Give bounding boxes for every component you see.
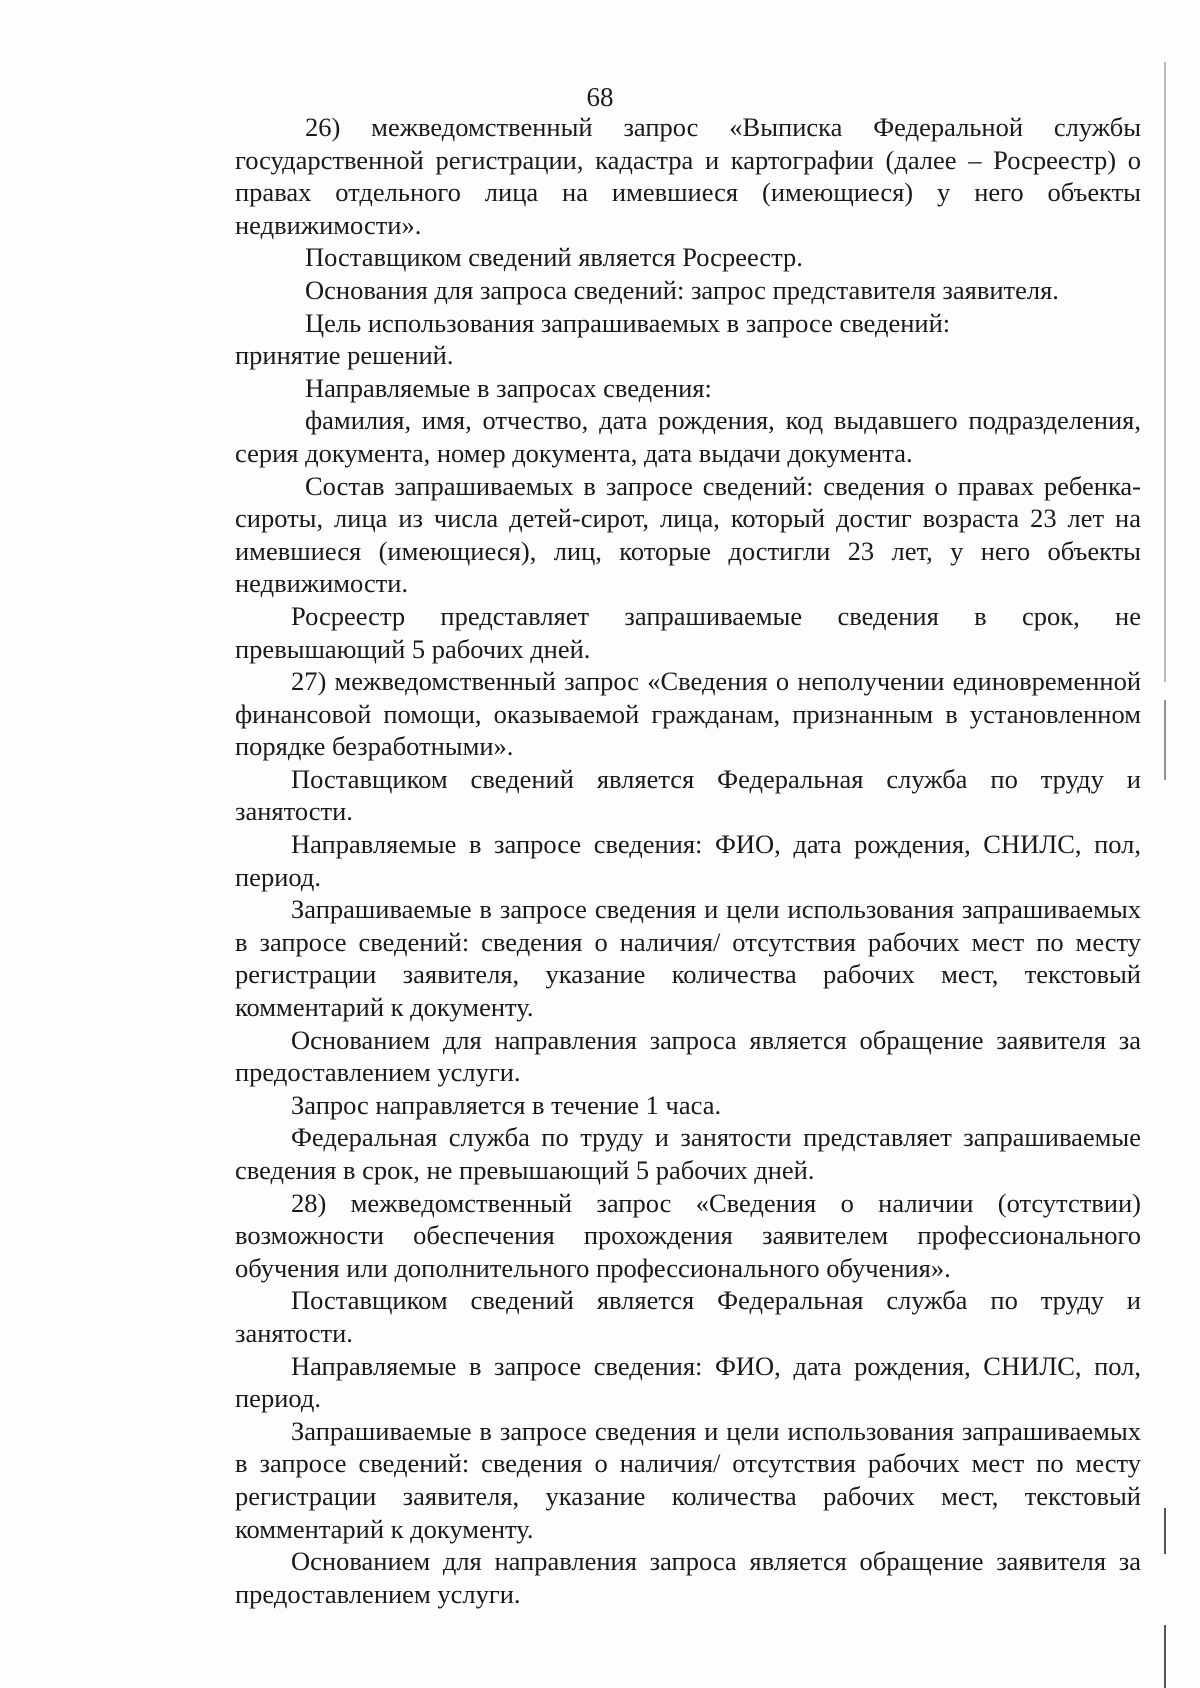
paragraph-supplier: Поставщиком сведений является Росреестр. (305, 242, 803, 273)
paragraph-sent-data: Направляемые в запросе сведения: ФИО, дата рождения, СНИЛС, пол, период. (235, 829, 1141, 892)
paragraph-supplier: Поставщиком сведений является Федеральная служба по труду и занятости. (235, 763, 1141, 827)
paragraph-item-28-request: 28) межведомственный запрос «Сведения о наличии (отсутствии) возможности обеспечения прохождения заявителем профессионального обучения или дополнительного профессионального обучения». (235, 1187, 1141, 1283)
paragraph-item-27-request: 27) межведомственный запрос «Сведения о неполучении единовременной финансовой помощи, оказываемой гражданам, признанным в установленном порядке безработными». (235, 666, 1141, 762)
page-number: 68 (586, 82, 614, 112)
paragraph-item-26-request: 26) межведомственный запрос «Выписка Федеральной службы государственной регистрации, кадастра и картографии (далее – Росреестр) о правах отдельного лица на имевшиеся (имеющиеся) у него объекты недвижимости». (235, 112, 1141, 240)
paragraph-requested-data: Состав запрашиваемых в запросе сведений: сведения о правах ребенка-сироты, лица из числа детей-сирот, лица, который достиг возраста 23 лет на имевшиеся (имеющиеся), лиц, которые достигли 23 лет, у него объекты недвижимости. (235, 470, 1141, 599)
scan-edge-line (1164, 62, 1166, 682)
paragraph-usage-purpose-continued: принятие решений. (235, 340, 454, 371)
paragraph-request-basis: Основанием для направления запроса является обращение заявителя за предоставлением услуги. (235, 1024, 1141, 1088)
scan-edge-line (1164, 1508, 1166, 1554)
paragraph-supplier: Поставщиком сведений является Федеральная служба по труду и занятости. (235, 1285, 1141, 1348)
paragraph-sent-data: Направляемые в запросе сведения: ФИО, дата рождения, СНИЛС, пол, период. (235, 1350, 1141, 1414)
paragraph-requested-data: Запрашиваемые в запросе сведения и цели использования запрашиваемых в запросе сведений: сведения о наличия/ отсутствия рабочих мест по месту регистрации заявителя, указание количества рабочих мест, текстовый комментарий к документу. (235, 894, 1141, 1023)
scan-edge-line (1164, 1625, 1166, 1688)
paragraph-response-deadline: Росреестр представляет запрашиваемые сведения в срок, не превышающий 5 рабочих дней. (235, 600, 1141, 664)
scan-edge-line (1164, 700, 1166, 780)
paragraph-sent-data-list: фамилия, имя, отчество, дата рождения, код выдавшего подразделения, серия документа, номер документа, дата выдачи документа. (235, 405, 1141, 468)
paragraph-request-basis: Основания для запроса сведений: запрос представителя заявителя. (305, 274, 1059, 305)
paragraph-usage-purpose: Цель использования запрашиваемых в запросе сведений: (305, 307, 951, 338)
document-body (235, 111, 1141, 1610)
paragraph-response-deadline: Федеральная служба по труду и занятости представляет запрашиваемые сведения в срок, не превышающий 5 рабочих дней. (235, 1122, 1141, 1185)
paragraph-request-basis: Основанием для направления запроса является обращение заявителя за предоставлением услуги. (235, 1546, 1141, 1609)
paragraph-request-timing: Запрос направляется в течение 1 часа. (291, 1089, 722, 1120)
paragraph-requested-data: Запрашиваемые в запросе сведения и цели использования запрашиваемых в запросе сведений: сведения о наличия/ отсутствия рабочих мест по месту регистрации заявителя, указание количества рабочих мест, текстовый комментарий к документу. (235, 1415, 1141, 1544)
paragraph-sent-data-heading: Направляемые в запросах сведения: (305, 372, 712, 403)
